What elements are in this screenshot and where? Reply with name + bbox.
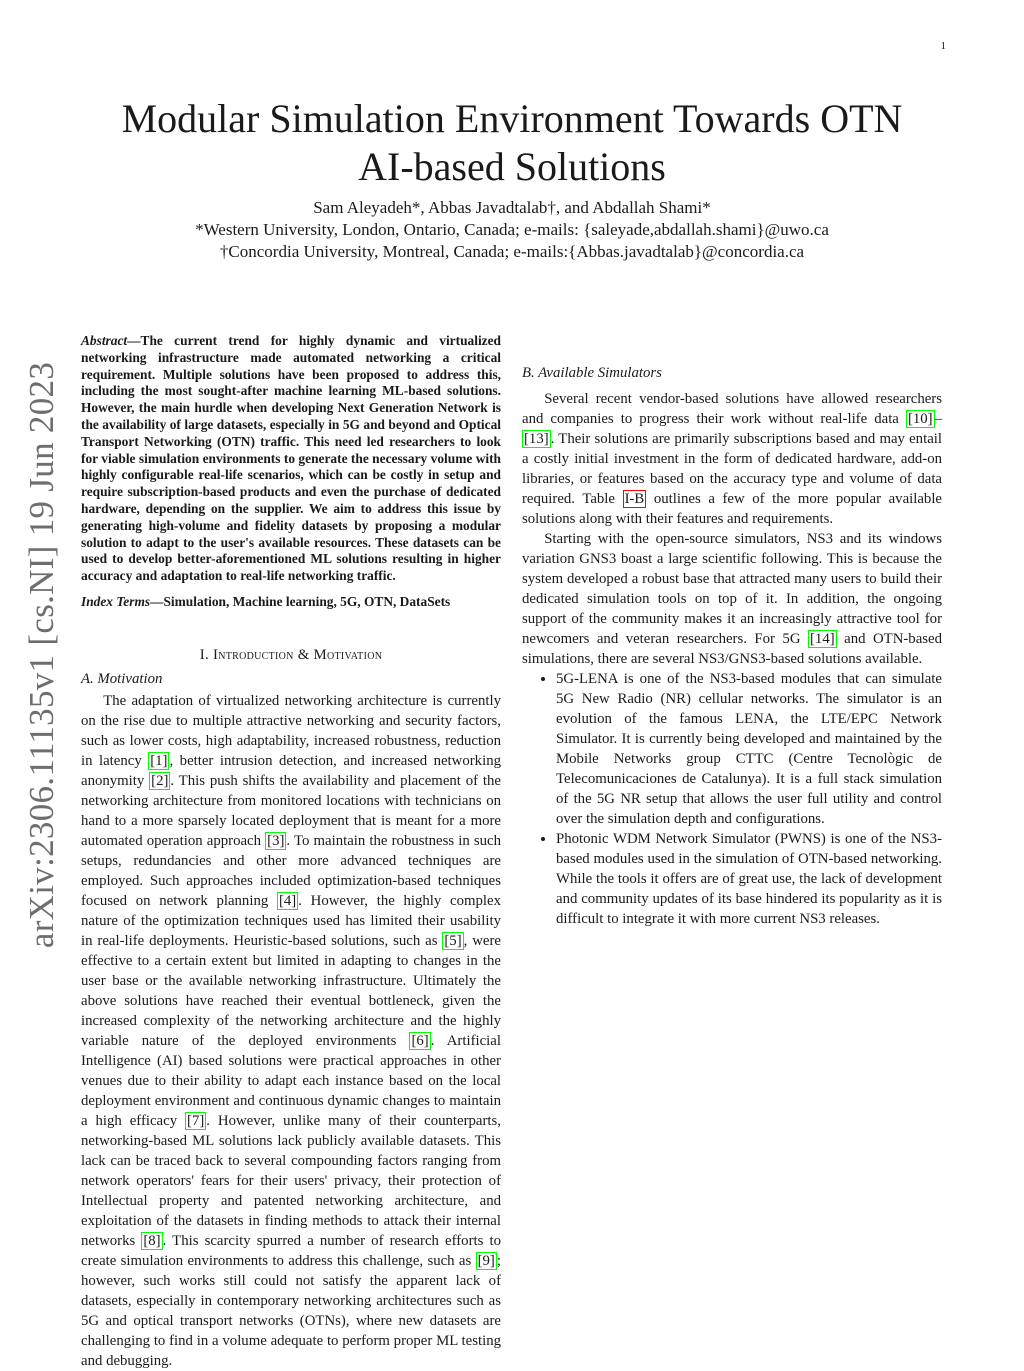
citation-link[interactable]: [1] — [150, 752, 168, 769]
index-terms-text: —Simulation, Machine learning, 5G, OTN, DataSets — [150, 593, 451, 609]
list-item-5g-lena: • 5G-LENA is one of the NS3-based modules that can simulate 5G New Radio (NR) cellular networks. The simulator is an evolution of the famous LENA, the LTE/EPC Network Simulator. It is currently being developed and maintained by the Mobile Networks group CTTC (Centre Tecnològic de Telecomunicaciones de Catalunya). It is a full stack simulation of the 5G NR setup that allows the user full utility and control over the simulation depth and configurations. — [556, 669, 942, 829]
citation-link[interactable]: [4] — [278, 892, 297, 909]
text-run: outlines a few of the more popular available solutions along with their features and requirements. — [522, 491, 942, 527]
arxiv-identifier: arXiv:2306.11135v1 [cs.NI] 19 Jun 2023 — [22, 361, 61, 949]
affiliation-concordia: †Concordia University, Montreal, Canada; e-mails:{Abbas.javadtalab}@concordia.ca — [219, 242, 805, 261]
subsection-heading-motivation: A. Motivation — [81, 670, 163, 687]
paper-title: Modular Simulation Environment Towards OTN AI-based Solutions — [121, 96, 903, 189]
section-heading-introduction: I. Introduction & Motivation — [199, 646, 383, 663]
author-names: Sam Aleyadeh*, Abbas Javadtalab†, and Abdallah Shami* — [313, 198, 711, 217]
arxiv-sidebar-stamp — [6, 360, 78, 950]
citation-link[interactable]: [9] — [477, 1252, 495, 1269]
text-run: . This push shifts the availability and placement of the networking architecture from monitored locations with technicians on hand to a more sparsely located deployment that is meant for a more automated operation approach — [81, 772, 501, 849]
table-reference-link[interactable]: I-B — [624, 491, 645, 507]
affiliation-western: *Western University, London, Ontario, Canada; e-mails: {saleyade,abdallah.shami}@uwo.ca — [195, 220, 829, 239]
simulators-paragraph-1 — [522, 389, 942, 529]
text-run: , better intrusion detection, and increased networking anonymity — [81, 752, 501, 789]
text-run: Several recent vendor-based solutions have allowed researchers and companies to progress their work without real-life data — [522, 391, 942, 427]
abstract-label: Abstract — [81, 333, 128, 348]
text-run: The adaptation of virtualized networking architecture is currently on the rise due to multiple attractive networking and security factors, such as lower costs, high adaptability, increased robustness, reduction in latency — [81, 692, 501, 769]
text-run: and OTN-based simulations, there are several NS3/GNS3-based solutions available. — [522, 631, 942, 667]
citation-link[interactable]: [3] — [267, 832, 285, 849]
index-terms-label: Index Terms — [81, 593, 151, 609]
citation-link[interactable]: [6] — [411, 1032, 429, 1049]
text-run: . However, unlike many of their counterparts, networking-based ML solutions lack publicly available datasets. This lack can be traced back to several compounding factors ranging from network operators' fears for their users' privacy, their protection of Intellectual property and patented networking architecture, and exploitation of the datasets in finding methods to attack their internal networks — [81, 1112, 501, 1249]
text-run: . However, the highly complex nature of the optimization techniques used has limited their usability in real-life deployments. Heuristic-based solutions, such as — [81, 892, 501, 949]
abstract-text: —The current trend for highly dynamic and virtualized networking infrastructure made automated networking a critical requirement. Multiple solutions have been proposed to address this, including the most sought-after machine learning ML-based solutions. However, the main hurdle when developing Next Generation Network is the availability of large datasets, especially in 5G and beyond and Optical Transport Networking (OTN) traffic. This need led researchers to look for viable simulation environments to generate the necessary volume with highly configurable real-life scenarios, which can be costly in setup and require subscription-based products and even the purchase of dedicated hardware, depending on the supplier. We aim to address this issue by generating high-volume and fidelity datasets by proposing a modular solution to adapt to the user's available resources. These datasets can be used to develop better-aforementioned ML solutions resulting in higher accuracy and adaptation to real-life networking traffic. — [81, 333, 501, 584]
text-run: Starting with the open-source simulators, NS3 and its windows variation GNS3 boast a large scientific following. This is because the system developed a robust base that attracted many users to build their dedicated simulation tools on top of it. In addition, the ongoing support of the community makes it an increasingly attractive tool for newcomers and veteran researchers. For 5G — [522, 531, 942, 647]
citation-link[interactable]: [13] — [524, 431, 549, 447]
author-block — [110, 197, 914, 263]
citation-link[interactable]: [8] — [143, 1232, 161, 1249]
citation-link[interactable]: [7] — [187, 1112, 205, 1129]
citation-link[interactable]: [2] — [151, 772, 169, 789]
citation-link[interactable]: [10] — [907, 411, 933, 427]
text-run: . Artificial Intelligence (AI) based solutions were practical approaches in other venues due to their ability to adapt each instance based on the local deployment environment and continuous dynamic changes to maintain a high efficacy — [81, 1032, 501, 1129]
right-column — [522, 333, 942, 929]
text-run: . This scarcity spurred a number of research efforts to create simulation environments to address this challenge, such as — [81, 1232, 501, 1269]
page-number: 1 — [940, 40, 946, 52]
text-run: . To maintain the robustness in such setups, redundancies and other more advanced techniques are employed. Such approaches included optimization-based techniques focused on network planning — [81, 832, 501, 909]
index-terms — [81, 594, 501, 611]
text-run: . Their solutions are primarily subscriptions based and may entail a costly initial investment in the form of dedicated hardware, add-on libraries, or features based on the accuracy type and volume of data required. Table — [522, 431, 942, 507]
motivation-paragraph — [81, 691, 501, 1371]
simulator-list — [522, 669, 942, 929]
citation-link[interactable]: [5] — [444, 932, 462, 949]
text-run: – — [934, 411, 942, 427]
subsection-heading-available-simulators: B. Available Simulators — [522, 365, 662, 381]
list-item-pwns: • Photonic WDM Network Simulator (PWNS) is one of the NS3-based modules used in the simulation of OTN-based networking. While the tools it offers are of great use, the lack of development and community updates of its base hindered its popularity as it is difficult to integrate it with more current NS3 releases. — [556, 829, 942, 929]
citation-link[interactable]: [14] — [810, 631, 835, 647]
text-run: ; however, such works still could not satisfy the apparent lack of datasets, especially in contemporary networking architectures such as 5G and optical transport networks (OTNs), where new datasets are challenging to find in a volume adequate to perform proper ML testing and debugging. — [81, 1252, 501, 1369]
left-column — [81, 333, 501, 1371]
abstract — [81, 333, 501, 585]
text-run: , were effective to a certain extent but limited in adapting to changes in the user base or the available networking infrastructure. Ultimately the above solutions have reached their eventual bottleneck, given the increased complexity of the networking architecture and the highly variable nature of the deployed environments — [81, 932, 501, 1049]
simulators-paragraph-2 — [522, 529, 942, 669]
